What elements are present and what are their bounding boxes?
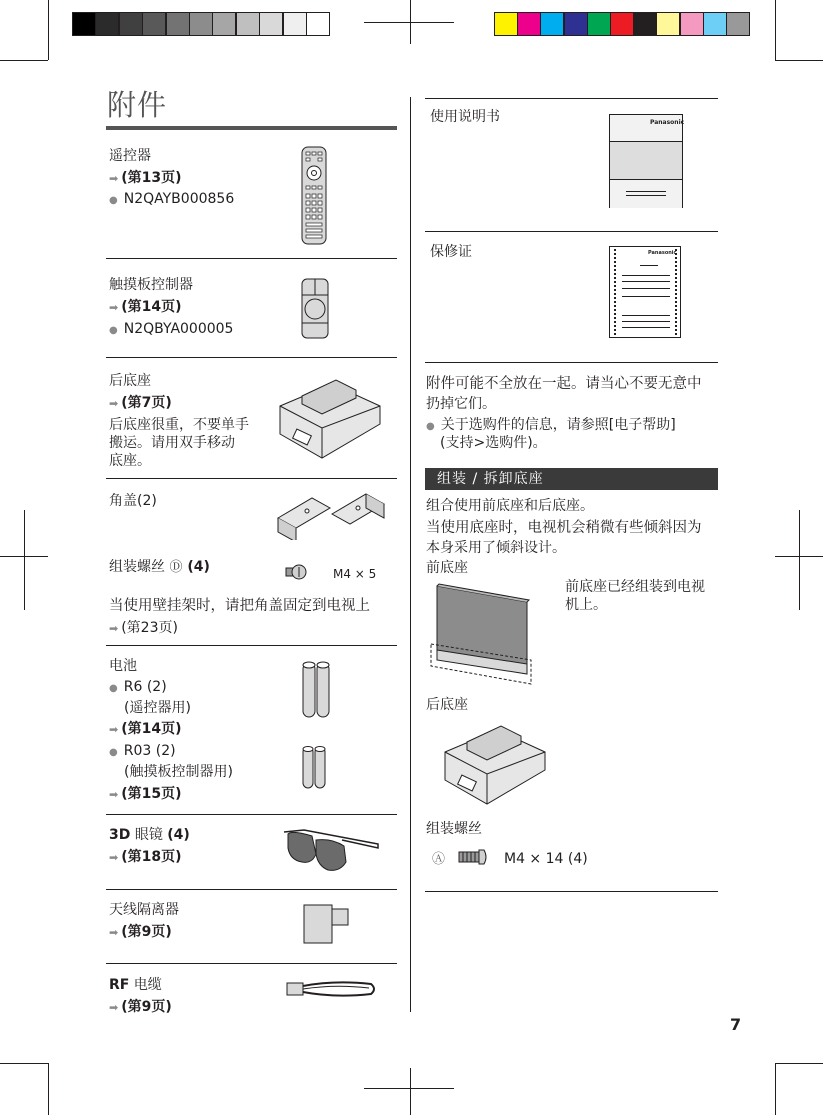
warranty-brand: Panasonic	[648, 250, 677, 256]
divider	[106, 357, 397, 358]
divider	[425, 362, 718, 363]
remote-ref: ➡ (第13页)	[109, 170, 182, 186]
battery-r03: ● R03 (2)	[109, 743, 176, 759]
note-bullet-1: ● 关于选购件的信息，请参照[电子帮助]	[426, 417, 676, 433]
circled-a-label: Ⓐ	[432, 852, 446, 867]
touchpad-controller-illustration	[299, 277, 331, 341]
screw-size: M4 × 5	[333, 567, 377, 581]
arrow-icon: ➡	[109, 788, 119, 801]
touchpad-name: 触摸板控制器	[109, 277, 193, 293]
glasses-name: 3D 眼镜 (4)	[109, 827, 190, 843]
section-header	[425, 468, 718, 490]
note-bullet-2: (支持>选购件)。	[440, 435, 547, 451]
gray-swatch	[189, 12, 213, 36]
manual-name: 使用说明书	[430, 109, 500, 125]
section-title: 组装 / 拆卸底座	[437, 471, 544, 487]
divider	[425, 891, 718, 892]
gray-swatch	[142, 12, 166, 36]
rear-stand-label: 后底座	[426, 697, 468, 713]
gray-swatch	[166, 12, 190, 36]
color-swatch	[587, 12, 611, 36]
battery-r03-ref: ➡ (第15页)	[109, 786, 182, 802]
color-swatch	[494, 12, 518, 36]
battery-name: 电池	[109, 658, 137, 674]
antenna-name: 天线隔离器	[109, 902, 179, 918]
crop-mark	[48, 0, 49, 60]
color-swatch	[726, 12, 750, 36]
assembly-screw-icon	[458, 848, 490, 866]
rear-stand-desc-2: 搬运。请用双手移动	[109, 435, 235, 451]
battery-r03-use: (触摸板控制器用)	[124, 764, 233, 780]
manual-booklet-illustration	[609, 114, 683, 208]
warranty-card-illustration	[609, 246, 681, 338]
note-line-1: 附件可能不全放在一起。请当心不要无意中	[426, 376, 702, 392]
crop-mark	[0, 556, 48, 557]
rf-ref: ➡ (第9页)	[109, 999, 172, 1015]
assembly-p2b: 本身采用了倾斜设计。	[426, 540, 566, 556]
antenna-isolator-illustration	[300, 903, 352, 945]
crop-mark	[775, 1063, 823, 1064]
rear-stand-desc-3: 底座。	[109, 453, 151, 469]
crop-mark	[48, 1063, 49, 1115]
arrow-icon: ➡	[109, 172, 119, 185]
corner-cover-illustration	[272, 488, 390, 540]
divider	[106, 258, 397, 259]
gray-swatch	[119, 12, 143, 36]
rf-cable-illustration	[285, 976, 377, 1002]
gray-swatch	[283, 12, 307, 36]
remote-model: ● N2QAYB000856	[109, 191, 235, 207]
rear-stand-desc-1: 后底座很重，不要单手	[109, 417, 249, 433]
color-swatch	[564, 12, 588, 36]
crop-mark	[0, 1063, 48, 1064]
divider	[106, 814, 397, 815]
battery-r6-illustration	[300, 657, 334, 719]
battery-r03-illustration	[300, 742, 328, 790]
arrow-icon: ➡	[109, 851, 119, 864]
arrow-icon: ➡	[109, 1001, 119, 1014]
battery-r6-ref: ➡ (第14页)	[109, 721, 182, 737]
divider	[425, 98, 718, 99]
crop-mark	[24, 510, 25, 610]
divider	[106, 645, 397, 646]
screw-name: 组装螺丝 Ⓓ (4)	[109, 559, 210, 575]
crop-mark	[410, 1068, 411, 1115]
crop-mark	[364, 1088, 454, 1089]
battery-r6-use: (遥控器用)	[124, 700, 191, 716]
front-stand-desc-2: 机上。	[565, 597, 607, 613]
color-swatch	[610, 12, 634, 36]
tv-front-stand-illustration	[427, 580, 535, 690]
front-stand-label: 前底座	[426, 560, 468, 576]
color-swatch	[633, 12, 657, 36]
divider	[106, 963, 397, 964]
arrow-icon: ➡	[109, 723, 119, 736]
gray-swatch	[212, 12, 236, 36]
rear-stand-right-illustration	[437, 722, 549, 810]
gray-swatch	[306, 12, 330, 36]
glasses-ref: ➡ (第18页)	[109, 849, 182, 865]
crop-mark	[364, 22, 454, 23]
crop-mark	[775, 0, 776, 60]
remote-name: 遥控器	[109, 148, 151, 164]
rear-stand-name: 后底座	[109, 373, 151, 389]
arrow-icon: ➡	[109, 926, 119, 939]
3d-glasses-illustration	[282, 826, 382, 876]
gray-swatch	[236, 12, 260, 36]
divider	[106, 889, 397, 890]
touchpad-model: ● N2QBYA000005	[109, 321, 234, 337]
title-rule	[106, 126, 397, 130]
crop-mark	[410, 0, 411, 44]
assembly-p1: 组合使用前底座和后底座。	[426, 498, 594, 514]
crop-mark	[775, 60, 823, 61]
color-swatch	[540, 12, 564, 36]
crop-mark	[775, 1063, 776, 1115]
screw-icon	[285, 563, 307, 581]
color-swatch	[517, 12, 541, 36]
front-stand-desc-1: 前底座已经组装到电视	[565, 579, 705, 595]
rear-stand-ref: ➡ (第7页)	[109, 395, 172, 411]
color-swatch	[680, 12, 704, 36]
wall-note-ref: ➡ (第23页)	[109, 620, 178, 636]
divider	[425, 231, 718, 232]
manual-brand: Panasonic	[650, 119, 685, 126]
color-swatch	[703, 12, 727, 36]
gray-swatch	[95, 12, 119, 36]
assembly-screw-size: M4 × 14 (4)	[504, 851, 588, 867]
arrow-icon: ➡	[109, 301, 119, 314]
arrow-icon: ➡	[109, 622, 119, 635]
column-divider	[410, 97, 411, 1012]
warranty-name: 保修证	[430, 244, 472, 260]
battery-r6: ● R6 (2)	[109, 679, 167, 695]
page-title: 附件	[107, 88, 168, 122]
color-swatch	[656, 12, 680, 36]
rf-name: RF 电缆	[109, 977, 162, 993]
note-line-2: 扔掉它们。	[426, 396, 496, 412]
assembly-screw-label: 组装螺丝	[426, 821, 482, 837]
assembly-p2a: 当使用底座时，电视机会稍微有些倾斜因为	[426, 520, 702, 536]
antenna-ref: ➡ (第9页)	[109, 924, 172, 940]
rear-stand-illustration	[272, 376, 384, 464]
crop-mark	[775, 556, 823, 557]
divider	[106, 478, 397, 479]
crop-mark	[799, 510, 800, 610]
arrow-icon: ➡	[109, 397, 119, 410]
remote-control-illustration	[300, 146, 328, 246]
gray-swatch	[72, 12, 96, 36]
crop-mark	[0, 60, 48, 61]
wall-note: 当使用壁挂架时，请把角盖固定到电视上	[109, 598, 370, 614]
touchpad-ref: ➡ (第14页)	[109, 299, 182, 315]
page-number: 7	[730, 1015, 742, 1034]
gray-swatch	[259, 12, 283, 36]
corner-cover-name: 角盖(2)	[109, 493, 157, 509]
